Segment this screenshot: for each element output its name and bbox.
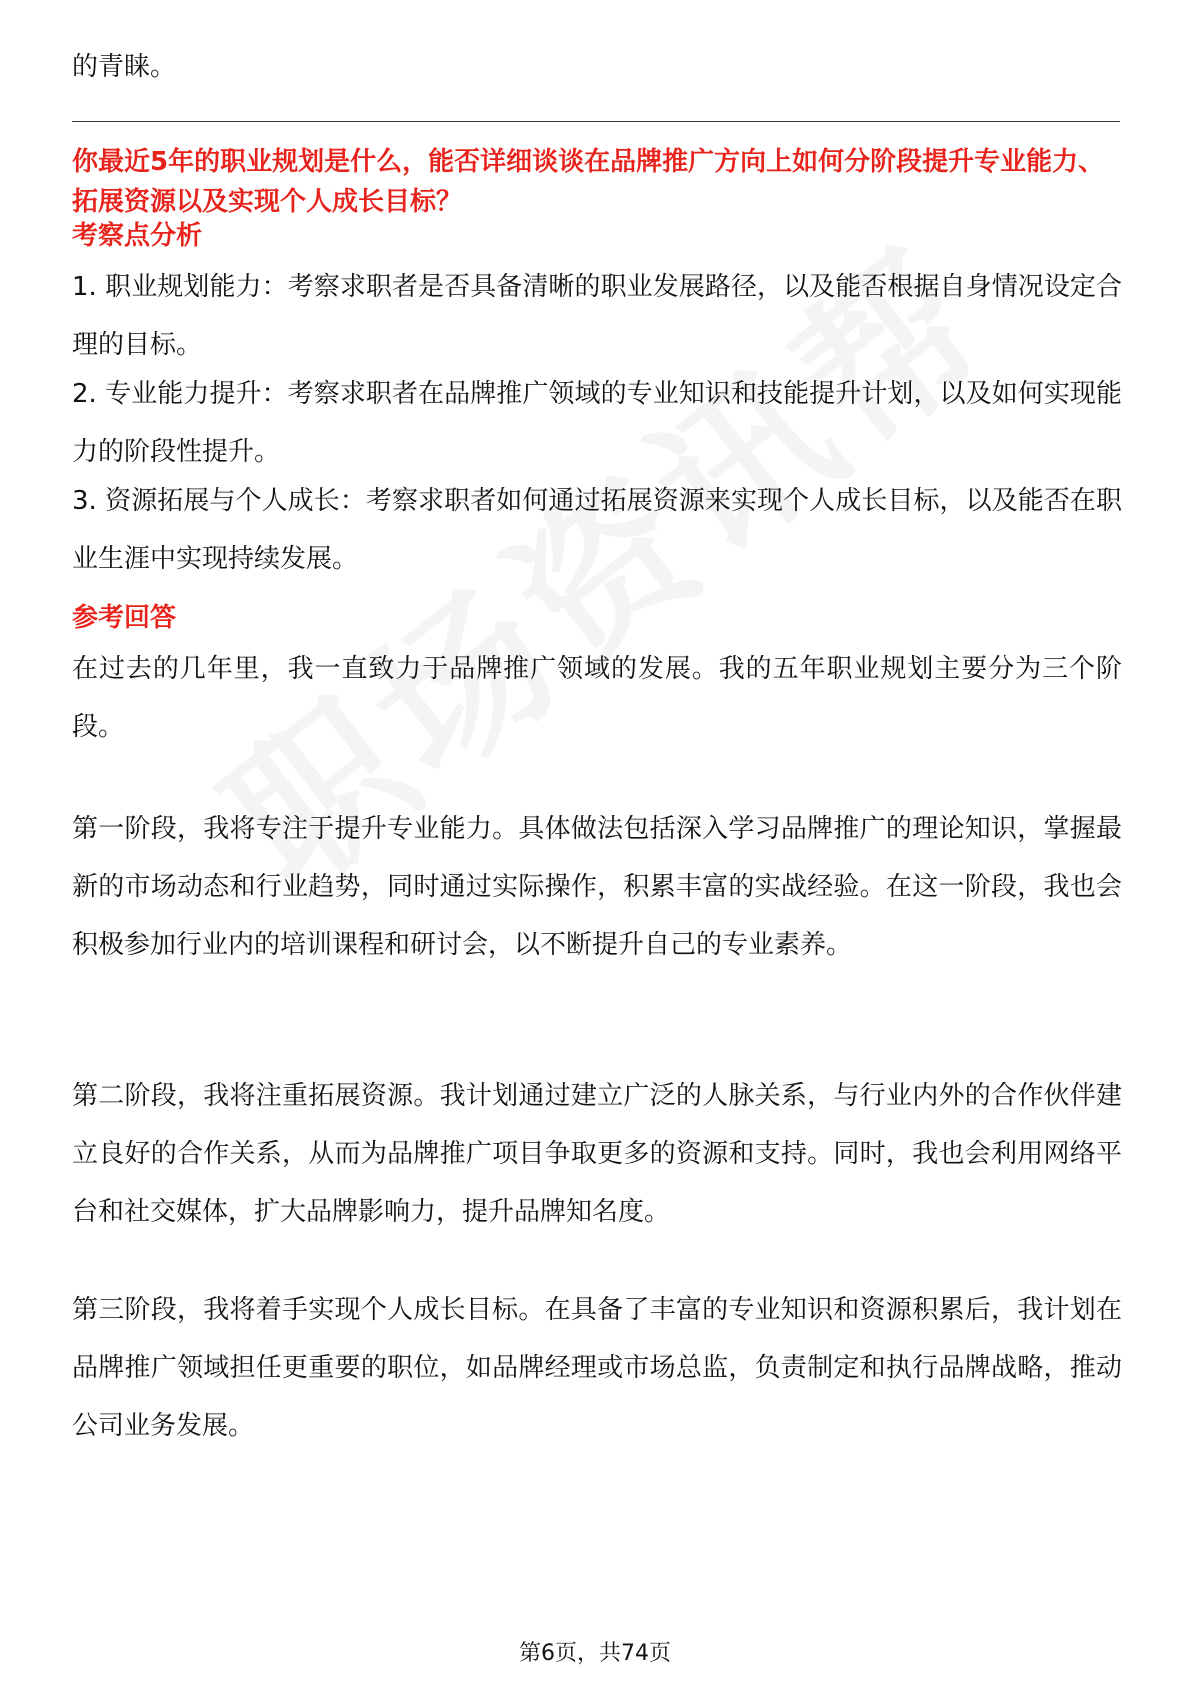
previous-paragraph-end: 的青睐。 (72, 52, 177, 82)
page-number: 第6页，共74页 (519, 1641, 671, 1666)
answer-paragraph: 在过去的几年里，我一直致力于品牌推广领域的发展。我的五年职业规划主要分为三个阶段。 (72, 654, 1122, 742)
question-title: 你最近5年的职业规划是什么，能否详细谈谈在品牌推广方向上如何分阶段提升专业能力、拓展资源以及实现个人成长目标？ (72, 147, 1105, 217)
analysis-point: 1. 职业规划能力：考察求职者是否具备清晰的职业发展路径，以及能否根据自身情况设定合理的目标。 (72, 272, 1122, 360)
divider (72, 121, 1120, 122)
analysis-point: 2. 专业能力提升：考察求职者在品牌推广领域的专业知识和技能提升计划，以及如何实现能力的阶段性提升。 (72, 379, 1122, 467)
answer-paragraph: 第二阶段，我将注重拓展资源。我计划通过建立广泛的人脉关系，与行业内外的合作伙伴建立良好的合作关系，从而为品牌推广项目争取更多的资源和支持。同时，我也会利用网络平台和社交媒体，扩大品牌影响力，提升品牌知名度。 (72, 1081, 1122, 1227)
analysis-heading: 考察点分析 (72, 221, 203, 251)
answer-paragraph: 第一阶段，我将专注于提升专业能力。具体做法包括深入学习品牌推广的理论知识，掌握最新的市场动态和行业趋势，同时通过实际操作，积累丰富的实战经验。在这一阶段，我也会积极参加行业内的培训课程和研讨会，以不断提升自己的专业素养。 (72, 814, 1122, 960)
answer-heading: 参考回答 (72, 603, 177, 633)
analysis-point: 3. 资源拓展与个人成长：考察求职者如何通过拓展资源来实现个人成长目标，以及能否在职业生涯中实现持续发展。 (72, 486, 1122, 574)
answer-paragraph: 第三阶段，我将着手实现个人成长目标。在具备了丰富的专业知识和资源积累后，我计划在品牌推广领域担任更重要的职位，如品牌经理或市场总监，负责制定和执行品牌战略，推动公司业务发展。 (72, 1295, 1122, 1441)
